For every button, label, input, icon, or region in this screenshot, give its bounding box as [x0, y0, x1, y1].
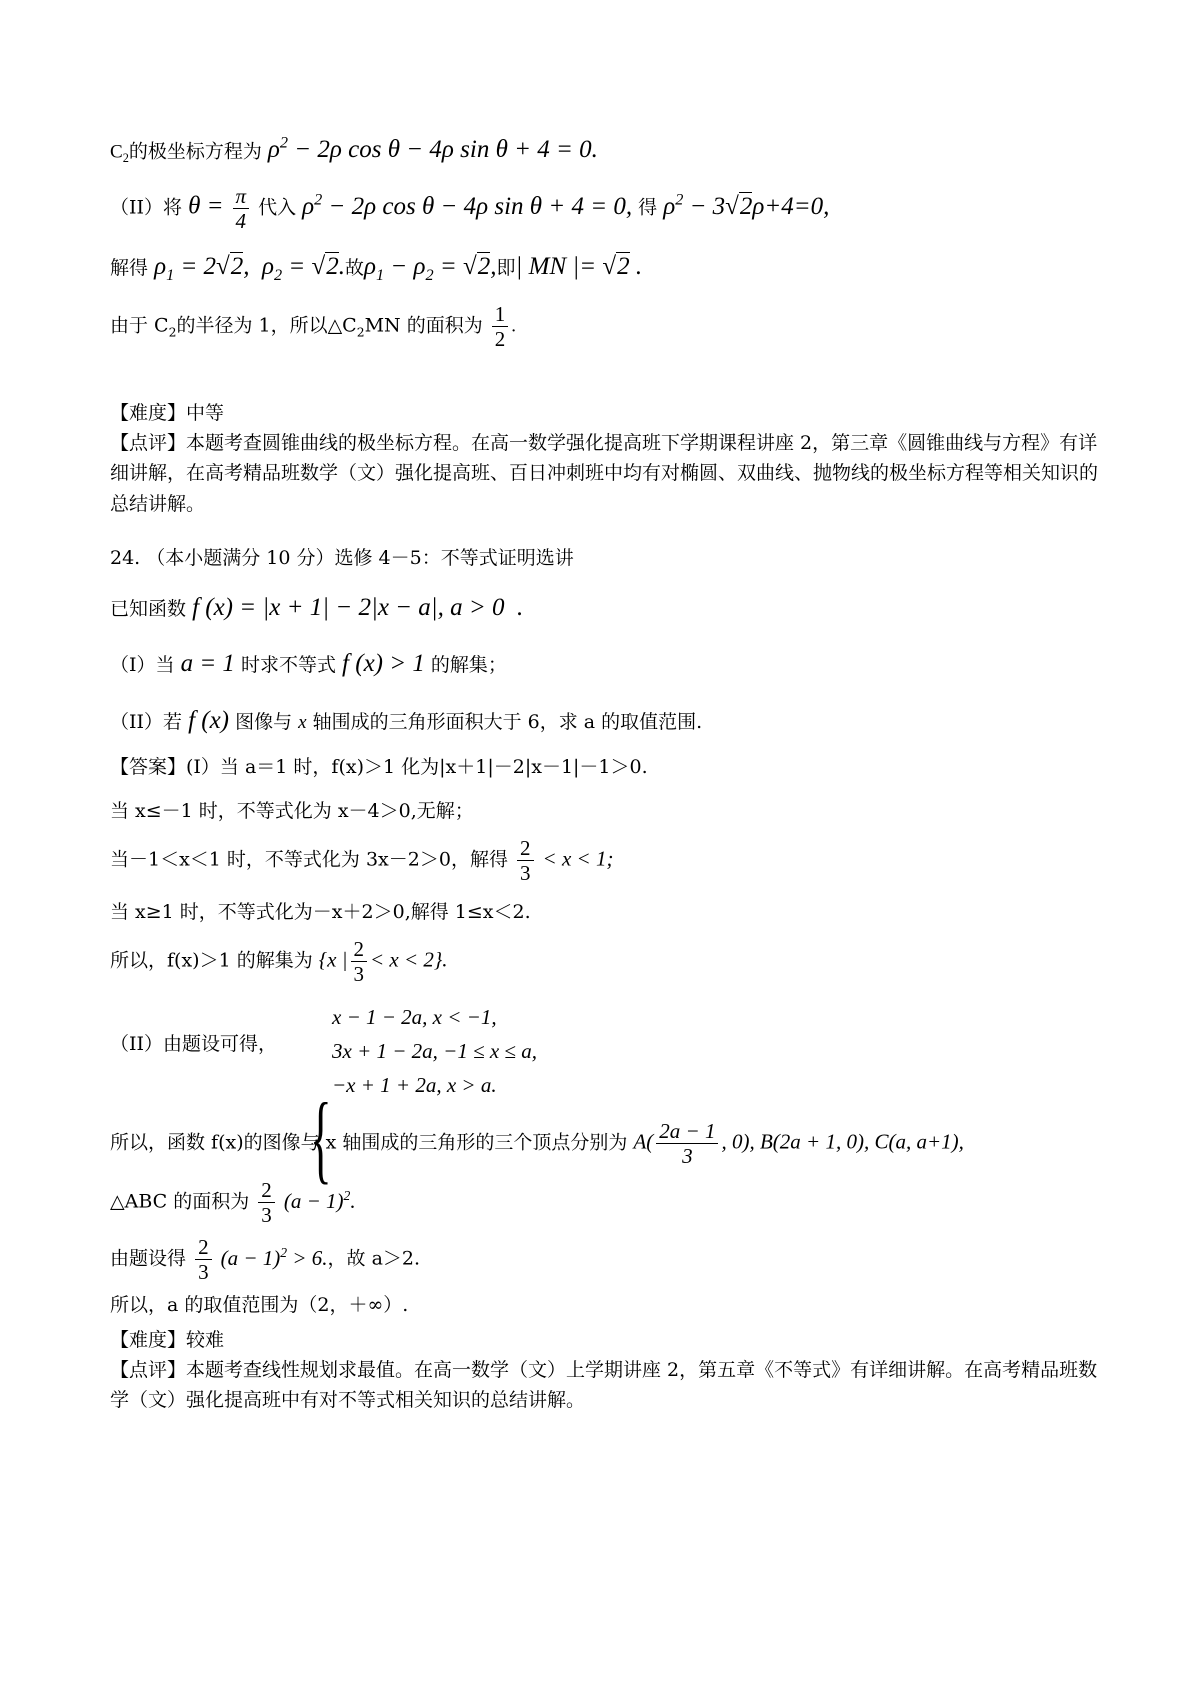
text: 2 [122, 151, 129, 166]
fraction-2a-minus-1-over-3: $\frac{2a - 1}{3}$ [656, 1119, 718, 1168]
answer-line-9 [110, 1235, 420, 1284]
text: ，故 a＞2. [327, 1247, 421, 1270]
formula: θ = [188, 192, 224, 220]
answer-line-7 [110, 1119, 964, 1168]
tag: 【难度】 [110, 1329, 187, 1351]
text: 代入 [258, 196, 297, 219]
piecewise-brace: { [310, 1082, 332, 1193]
question-24-given [110, 592, 523, 623]
text: 当－1＜x＜1 时，不等式化为 3x－2＞0，解得 [110, 848, 508, 871]
fraction-two-thirds: $\frac{2}{3}$ [517, 836, 534, 885]
fraction-two-thirds: $\frac{2}{3}$ [258, 1178, 275, 1227]
formula: < x < 2}. [370, 947, 448, 972]
formula: < x < 1; [542, 846, 614, 871]
text: （II）若 [110, 711, 183, 733]
text: 的极坐标方程为 [128, 140, 262, 163]
formula: $\rho_1 - \rho_2 = √2$, [364, 253, 497, 284]
line-part2-substitute [110, 184, 829, 233]
formula: A( [633, 1129, 654, 1154]
text: 24. （本小题满分 10 分）选修 4－5：不等式证明选讲 [110, 547, 574, 569]
text: 2 [356, 325, 365, 340]
answer-line-6 [110, 1033, 277, 1057]
formula: $\rho_1 = 2√2$, $\rho_2 = √2$. [154, 253, 345, 284]
text: 当 x≤－1 时，不等式化为 x－4＞0,无解； [110, 800, 474, 822]
text: MN 的面积为 [364, 314, 483, 337]
difficulty-1 [110, 402, 224, 426]
fraction-one-half: $\frac{1}{2}$ [492, 302, 509, 351]
text: （I）当 [110, 654, 175, 676]
text: 得 [638, 196, 658, 219]
tag: 【点评】 [110, 432, 187, 454]
text: 故 [345, 257, 365, 279]
text: 所以，函数 f(x)的图像与 x 轴围成的三角形的三个顶点分别为 [110, 1131, 628, 1154]
formula: {x | [318, 947, 348, 972]
question-24-heading [110, 547, 574, 571]
formula: $(a - 1)^2$. [283, 1187, 356, 1213]
text: 解得 [110, 257, 149, 279]
text: 当 x≥1 时，不等式化为－x＋2＞0,解得 1≤x＜2. [110, 901, 531, 923]
formula: a = 1 [180, 650, 235, 677]
text: 的解集； [430, 654, 507, 676]
tag: 【难度】 [110, 402, 187, 424]
answer-line-5 [110, 937, 448, 986]
text: 本题考查圆锥曲线的极坐标方程。在高一数学强化提高班下学期课程讲座 2，第三章《圆锥曲线与方程》有详细讲解，在高考精品班数学（文）强化提高班、百日冲刺班中均有对椭圆、双曲线、抛物线的极坐标方程等相关知识的总结讲解。 [110, 432, 1099, 515]
formula: $\rho^2 - 2\rho$ cos θ − 4ρ sin θ + 4 = 0, [302, 190, 633, 220]
fraction-pi-over-4: $\frac{\pi}{4}$ [233, 184, 250, 233]
formula: f (x) [188, 707, 230, 734]
text: 由于 C [110, 314, 169, 337]
tag: 【点评】 [110, 1359, 187, 1381]
formula: $\rho^2 - 2\rho$ cos θ − 4ρ sin θ + 4 = 0. [267, 134, 598, 164]
fraction-two-thirds: $\frac{2}{3}$ [351, 937, 368, 986]
fraction-two-thirds: $\frac{2}{3}$ [195, 1235, 212, 1284]
answer-line-8 [110, 1178, 356, 1227]
answer-line-1 [110, 756, 648, 780]
value: 中等 [186, 402, 225, 424]
formula: $(a - 1)^2 > 6$. [220, 1244, 328, 1270]
line-solve-rho [110, 251, 642, 285]
review-2 [110, 1355, 1100, 1416]
text: 轴围成的三角形面积大于 6，求 a 的取值范围. [312, 711, 703, 733]
text: 已知函数 [110, 598, 187, 620]
answer-line-10 [110, 1294, 408, 1318]
text: (I）当 a＝1 时，f(x)＞1 化为|x＋1|－2|x－1|－1＞0. [186, 756, 648, 778]
text: 的半径为 1，所以△C [176, 314, 357, 337]
formula: f (x) = |x + 1| − 2|x − a|, a > 0 . [192, 594, 524, 621]
formula: $\rho^2 - 3√2\rho+4=0$, [663, 190, 830, 220]
text: 所以，f(x)＞1 的解集为 [110, 949, 313, 972]
text: 时求不等式 [240, 654, 336, 676]
difficulty-2 [110, 1329, 224, 1353]
text: 图像与 [235, 711, 293, 733]
formula: , 0), B(2a + 1, 0), C(a, a+1), [721, 1129, 964, 1154]
text: C [110, 141, 123, 163]
text: 2 [168, 325, 177, 340]
text: 所以，a 的取值范围为（2，＋∞）. [110, 1294, 409, 1316]
answer-line-2 [110, 800, 474, 824]
text: 由题设得 [110, 1247, 187, 1270]
formula: f (x) > 1 [342, 650, 425, 677]
piecewise-case-3: −x + 1 + 2a, x > a. [332, 1073, 497, 1097]
piecewise-case-2: 3x + 1 − 2a, −1 ≤ x ≤ a, [332, 1039, 537, 1063]
line-area-result: 由于 $C_2$的半径为 1，所以$\triangle C_2MN$ 的面积为 $\frac{1}{2}$ . [110, 302, 516, 352]
value: 较难 [186, 1329, 225, 1351]
formula: | MN |= √2 . [515, 253, 643, 280]
piecewise-case-1: x − 1 − 2a, x < −1, [332, 1005, 497, 1029]
line-c2-polar-equation [110, 133, 598, 167]
tag: 【答案】 [110, 756, 187, 778]
question-24-part1 [110, 648, 507, 679]
answer-line-3 [110, 836, 613, 885]
text: 即 [496, 257, 516, 279]
text: （II）由题设可得， [110, 1033, 278, 1055]
review-1 [110, 428, 1100, 519]
question-24-part2: （II）若 f (x) 图像与 x 轴围成的三角形面积大于 6，求 a 的取值范围. [110, 707, 703, 734]
text: （II）将 [110, 196, 183, 219]
answer-line-4 [110, 901, 531, 925]
text: △ABC 的面积为 [110, 1190, 250, 1213]
text: 本题考查线性规划求最值。在高一数学（文）上学期讲座 2，第五章《不等式》有详细讲解。在高考精品班数学（文）强化提高班中有对不等式相关知识的总结讲解。 [110, 1359, 1098, 1412]
